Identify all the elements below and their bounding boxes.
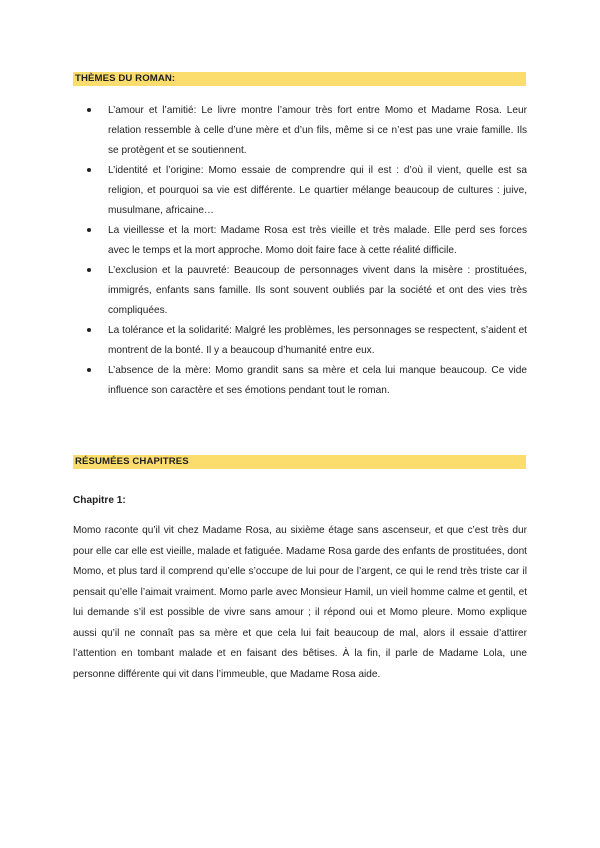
chapter-title: Chapitre 1: (73, 495, 126, 506)
bullet-icon (87, 268, 91, 272)
bullet-icon (87, 168, 91, 172)
theme-text: L’absence de la mère: Momo grandit sans sa mère et cela lui manque beaucoup. Ce vide influence son caractère et ses émotions pendant tout le roman. (108, 365, 527, 396)
list-item (73, 221, 527, 261)
summaries-heading: RÉSUMÉES CHAPITRES (73, 455, 526, 469)
theme-text: La vieillesse et la mort: Madame Rosa est très vieille et très malade. Elle perd ses forces avec le temps et la mort approche. Momo doit faire face à cette réalité difficile. (108, 225, 527, 256)
themes-list (73, 101, 527, 401)
theme-text: L’identité et l’origine: Momo essaie de comprendre qui il est : d’où il vient, quelle est sa religion, et pourquoi sa vie est différente. Le quartier mélange beaucoup de cultures : juive, musulmane, africaine… (108, 165, 527, 216)
themes-heading: THÈMES DU ROMAN: (73, 72, 526, 86)
bullet-icon (87, 368, 91, 372)
theme-text: L’exclusion et la pauvreté: Beaucoup de personnages vivent dans la misère : prostituées, immigrés, enfants sans famille. Ils sont souvent oubliés par la société et ont des vies très compliquées. (108, 265, 527, 316)
list-item (73, 321, 527, 361)
theme-text: La tolérance et la solidarité: Malgré les problèmes, les personnages se respectent, s’aident et montrent de la bonté. Il y a beaucoup d’humanité entre eux. (108, 325, 527, 356)
list-item (73, 101, 527, 161)
list-item (73, 161, 527, 221)
bullet-icon (87, 108, 91, 112)
list-item (73, 361, 527, 401)
bullet-icon (87, 228, 91, 232)
bullet-icon (87, 328, 91, 332)
chapter-summary: Momo raconte qu’il vit chez Madame Rosa, au sixième étage sans ascenseur, et que c’est très dur pour elle car elle est vieille, malade et fatiguée. Madame Rosa garde des enfants de prostituées, dont Momo, et plus tard il comprend qu’elle s’occupe de lui pour de l’argent, ce qui le rend très triste car il pensait qu’elle l’aimait vraiment. Momo parle avec Monsieur Hamil, un vieil homme calme et gentil, et lui demande s’il est possible de vivre sans amour ; il répond oui et Momo pleure. Momo explique aussi qu’il ne connaît pas sa mère et que cela lui fait beaucoup de mal, alors il essaie d’attirer l’attention en tombant malade et en faisant des bêtises. À la fin, il parle de Madame Lola, une personne différente qui vit dans l’immeuble, que Madame Rosa aide. (73, 525, 527, 680)
list-item (73, 261, 527, 321)
theme-text: L’amour et l’amitié: Le livre montre l’amour très fort entre Momo et Madame Rosa. Leur relation ressemble à celle d’une mère et d’un fils, même si ce n’est pas une vraie famille. Ils se protègent et se soutiennent. (108, 105, 527, 156)
